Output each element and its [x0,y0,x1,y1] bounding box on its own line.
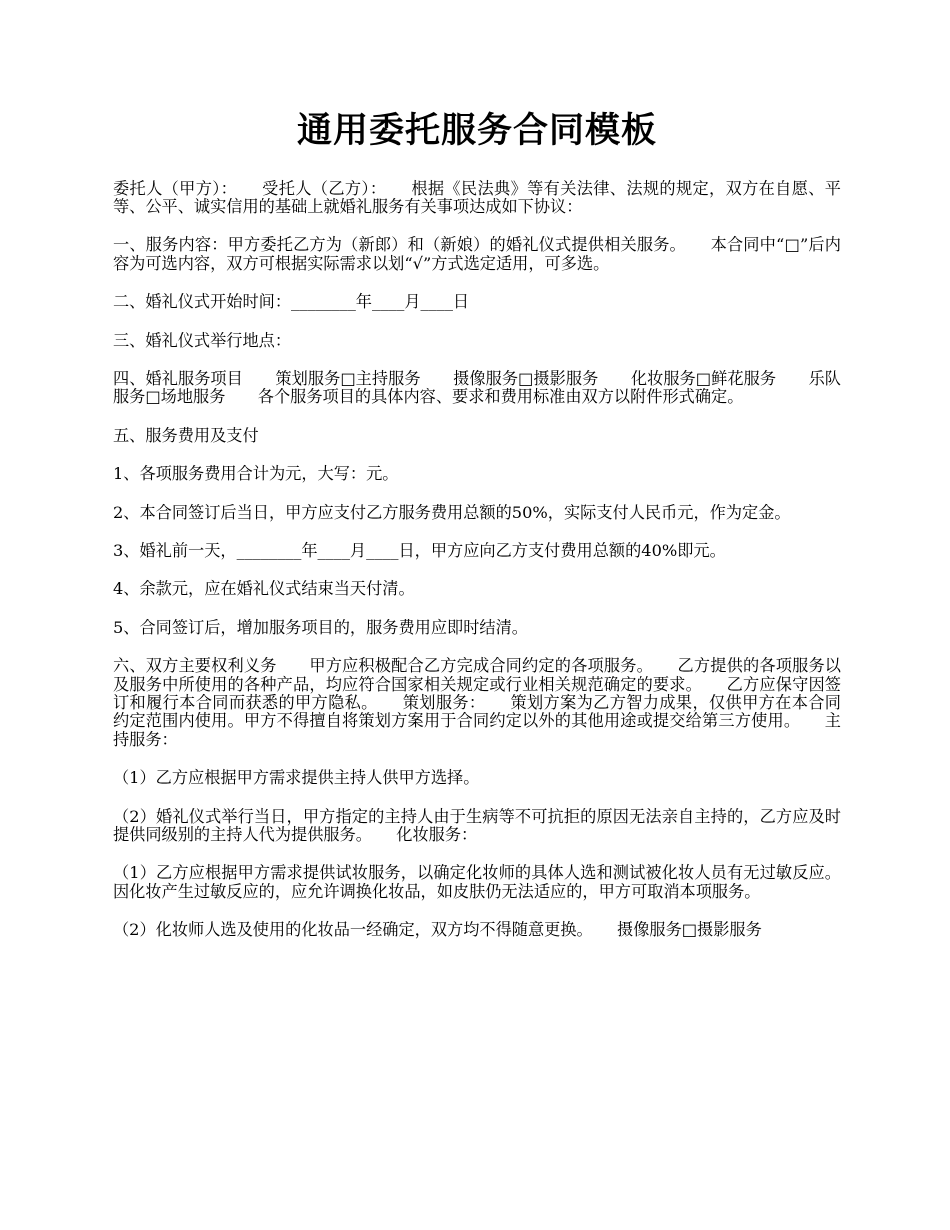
document-title: 通用委托服务合同模板 [296,110,657,151]
paragraph-fee-4: 4、余款元，应在婚礼仪式结束当天付清。 [113,579,415,599]
document-page [113,108,841,960]
paragraph-fees-heading: 五、服务费用及支付 [113,425,259,445]
paragraph-fee-5: 5、合同签订后，增加服务项目的，服务费用应即时结清。 [113,617,528,637]
paragraph-makeup-2: （2）化妆师人选及使用的化妆品一经确定，双方均不得随意更换。 摄像服务□摄影服务 [113,920,762,940]
paragraph-makeup-1: （1）乙方应根据甲方需求提供试妆服务，以确定化妆师的具体人选和测试被化妆人员有无过敏反应。因化妆产生过敏反应的，应允许调换化妆品，如皮肤仍无法适应的，甲方可取消本项服务。 [113,863,841,901]
paragraph-ceremony-location: 三、婚礼仪式举行地点： [113,330,292,350]
paragraph-host-2: （2）婚礼仪式举行当日，甲方指定的主持人由于生病等不可抗拒的原因无法亲自主持的，乙方应及时提供同级别的主持人代为提供服务。 化妆服务： [113,806,841,845]
paragraph-service-content: 一、服务内容：甲方委托乙方为（新郎）和（新娘）的婚礼仪式提供相关服务。 本合同中“□”后内容为可选内容，双方可根据实际需求以划“√”方式选定适用，可多选。 [113,235,841,273]
paragraph-fee-3: 3、婚礼前一天，________年____月____日，甲方应向乙方支付费用总额的40%即元。 [113,540,726,560]
paragraph-fee-2: 2、本合同签订后当日，甲方应支付乙方服务费用总额的50%，实际支付人民币元，作为定金。 [113,502,791,522]
paragraph-fee-1: 1、各项服务费用合计为元，大写：元。 [113,464,399,484]
paragraph-rights-obligations: 六、双方主要权利义务 甲方应积极配合乙方完成合同约定的各项服务。 乙方提供的各项服务以及服务中所使用的各种产品，均应符合国家相关规定或行业相关规范确定的要求。 乙方应保守因签订和履行本合同而获悉的甲方隐私。 策划服务： 策划方案为乙方智力成果，仅供甲方在本合同约定范围内使用。甲方不得擅自将策划方案用于合同约定以外的其他用途或提交给第三方使用。 主持服务： [113,656,841,749]
paragraph-service-items: 四、婚礼服务项目 策划服务□主持服务 摄像服务□摄影服务 化妆服务□鲜花服务 乐队服务□场地服务 各个服务项目的具体内容、要求和费用标准由双方以附件形式确定。 [113,368,841,407]
paragraph-ceremony-time: 二、婚礼仪式开始时间：________年____月____日 [113,292,470,312]
paragraph-preamble: 委托人（甲方）： 受托人（乙方）： 根据《民法典》等有关法律、法规的规定，双方在自愿、平等、公平、诚实信用的基础上就婚礼服务有关事项达成如下协议： [113,178,841,216]
paragraph-host-1: （1）乙方应根据甲方需求提供主持人供甲方选择。 [113,768,480,788]
